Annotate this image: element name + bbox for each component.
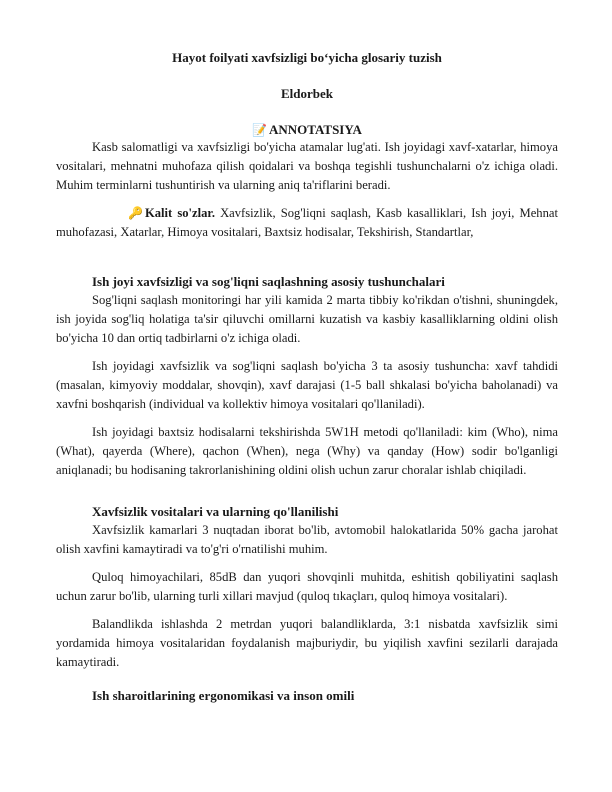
keywords-label: Kalit so'zlar. xyxy=(144,206,215,220)
document-page xyxy=(56,0,558,705)
memo-icon: 📝 xyxy=(252,123,267,137)
section2-paragraph-3: Balandlikda ishlashda 2 metrdan yuqori balandliklarda, 3:1 nisbatda xavfsizlik simi yordamida himoya vositalaridan foydalanish majburiydir, bu yiqilish xavfini sezilarli darajada kamaytiradi. xyxy=(56,617,558,669)
author-name: Eldorbek xyxy=(280,86,333,101)
keywords-paragraph xyxy=(56,204,558,242)
section-heading-2: Xavfsizlik vositalari va ularning qo'llanilishi xyxy=(92,504,339,519)
annotation-heading-row xyxy=(56,122,558,138)
annotation-heading: ANNOTATSIYA xyxy=(269,122,362,137)
document-title: Hayot foilyati xavfsizligi bo‘yicha glosariy tuzish xyxy=(172,50,442,65)
section1-paragraph-1: Sog'liqni saqlash monitoringi har yili kamida 2 marta tibbiy ko'rikdan o'tishni, shuningdek, ish joyida sog'liq holatiga ta'sir qiluvchi omillarni kuzatish va kasbiy kasalliklarning oldini olish bo'yicha 10 dan ortiq tadbirlarni o'z ichiga oladi. xyxy=(56,293,558,345)
keywords-text: Xavfsizlik, Sog'liqni saqlash, Kasb kasalliklari, Ish joyi, Mehnat muhofazasi, Xatarlar, Himoya vositalari, Baxtsiz hodisalar, Tekshirish, Standartlar, xyxy=(56,206,558,239)
section-heading-1: Ish joyi xavfsizligi va sog'liqni saqlashning asosiy tushunchalari xyxy=(92,274,445,289)
annotation-text: Kasb salomatligi va xavfsizligi bo'yicha atamalar lug'ati. Ish joyidagi xavf-xatarlar, himoya vositalari, mehnatni muhofaza qilish qoidalari va boshqa tegishli tushunchalarni o'z ichiga oladi. Muhim terminlarni tushuntirish va ularning aniq ta'riflarini beradi. xyxy=(56,140,558,192)
section2-paragraph-2: Quloq himoyachilari, 85dB dan yuqori shovqinli muhitda, eshitish qobiliyatini saqlash uchun zarur bo'lib, ularning turli xillari mavjud (quloq tıkaçları, quloq himoya vositalari). xyxy=(56,570,558,603)
section2-paragraph-1: Xavfsizlik kamarlari 3 nuqtadan iborat bo'lib, avtomobil halokatlarida 50% gacha jarohat olish xavfini kamaytiradi va to'g'ri o'rnatilishi muhim. xyxy=(56,523,558,556)
section-heading-3: Ish sharoitlarining ergonomikasi va inson omili xyxy=(92,688,355,703)
key-icon: 🔑 xyxy=(128,206,143,220)
section1-paragraph-3: Ish joyidagi baxtsiz hodisalarni tekshirishda 5W1H metodi qo'llaniladi: kim (Who), nima (What), qayerda (Where), qachon (When), nega (Why) va qanday (How) sodir bo'lganligi aniqlanadi; bu hodisaning takrorlanishining oldini olish uchun zarur choralar ishlab chiqiladi. xyxy=(56,425,558,477)
section1-paragraph-2: Ish joyidagi xavfsizlik va sog'liqni saqlash bo'yicha 3 ta asosiy tushuncha: xavf tahdidi (masalan, kimyoviy moddalar, shovqin), xavf darajasi (1-5 ball shkalasi bo'yicha baholanadi) va xavfni boshqarish (individual va kollektiv himoya vositalari qo'llaniladi). xyxy=(56,359,558,411)
